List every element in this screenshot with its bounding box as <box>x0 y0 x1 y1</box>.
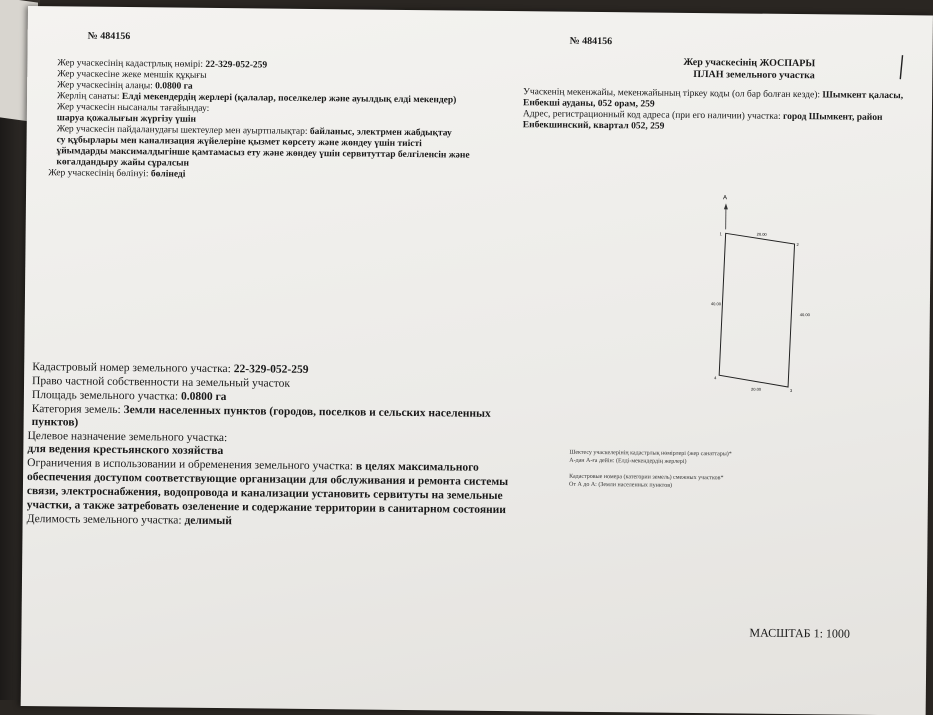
neighbors-ru-title: Кадастровые номера (категории земель) смежных участков* <box>569 474 723 483</box>
kz-restrictions-value3: ұйымдарды максималдыгінше қамтамасыз ету және жөндеу үшін сервитуттар белгіленсін және <box>56 146 469 161</box>
ru-right-line: Право частной собственности на земельный участок <box>32 375 290 391</box>
neighbors-kz-title: Шектесу учаскелерінің кадастрлық нөмірлері (жер санаттары)* <box>569 450 732 459</box>
kz-purpose-label: Жер учаскесін нысаналы тағайындау: <box>57 102 209 115</box>
north-label: А <box>723 195 727 201</box>
plot-boundary <box>719 233 795 387</box>
ru-divisibility-line <box>27 513 232 529</box>
ru-purpose-label: Целевое назначение земельного участка: <box>27 430 227 446</box>
ru-divisibility-value: делимый <box>184 515 232 527</box>
point-2-label: 2 <box>797 242 800 247</box>
ru-category-value1: Земли населенных пунктов (городов, поселков и сельских населенных <box>124 404 491 420</box>
kz-divisibility-label: Жер учаскесінің бөлінуі: <box>48 168 148 179</box>
point-1-label: 1 <box>720 231 723 236</box>
north-arrow-icon <box>724 203 728 209</box>
ru-category-label: Категория земель: <box>32 403 121 416</box>
ru-purpose-value: для ведения крестьянского хозяйства <box>27 443 223 459</box>
point-3-label: 3 <box>790 388 793 393</box>
ru-divisibility-label: Делимость земельного участка: <box>27 513 182 527</box>
address-kz-value2: Енбекші ауданы, 052 орам, 259 <box>523 98 655 110</box>
margin-mark <box>900 55 902 79</box>
neighbors-kz-value: А-дан А-ға дейін: (Елді-мекендердің жерлері) <box>569 458 686 466</box>
kz-restrictions-value1: байланыс, электрмен жабдықтау <box>310 127 452 138</box>
kz-restrictions-label: Жер учаскесін пайдаланудағы шектеулер мен ауыртпалықтар: <box>57 124 308 137</box>
address-ru-label: Адрес, регистрационный код адреса (при его наличии) участка: <box>523 109 781 122</box>
doc-number-right: № 484156 <box>570 36 613 47</box>
ru-category-value2: пунктов) <box>32 416 79 430</box>
kz-area-label: Жер учаскесінің алаңы: <box>57 80 153 91</box>
ru-restrictions-label: Ограничения в использовании и обременения земельного участка: <box>27 457 353 472</box>
neighbors-ru-value: От А до А: (Земли населенных пунктов) <box>569 482 672 490</box>
scale-label: МАСШТАБ 1: 1000 <box>749 626 850 641</box>
address-kz-value1: Шымкент қаласы, <box>822 90 903 101</box>
kz-category-label: Жерлің санаты: <box>57 91 120 102</box>
kz-restrictions-value4: көгалдандыру жайы сұралсын <box>56 157 189 169</box>
bottom-length-label: 20.00 <box>751 387 762 392</box>
ru-area-line <box>32 389 227 405</box>
address-ru-value1: город Шымкент, район <box>783 112 883 123</box>
kz-restrictions-value2: су құбырлары мен канализация жүйелеріне қызмет көрсету және жөндеу үшін тиісті <box>57 135 422 150</box>
plan-title-kz: Жер учаскесінің ЖОСПАРЫ <box>683 57 815 69</box>
kz-cadastral-value: 22-329-052-259 <box>205 60 267 71</box>
kz-divisibility-value: бөлінеді <box>151 169 186 179</box>
ru-restrictions-value1: в целях максимального <box>356 460 479 473</box>
point-4-label: 4 <box>714 375 717 380</box>
ru-area-label: Площадь земельного участка: <box>32 389 178 403</box>
kz-category-value: Елді мекендердің жерлері (қалалар, поселкелер және ауылдық елді мекендер) <box>122 92 457 106</box>
address-ru-value2: Енбекшинский, квартал 052, 259 <box>523 120 665 132</box>
ru-restrictions-value4: участки, а также затребовать озеленение и содержание территории в санитарном состоянии <box>27 499 506 518</box>
ru-area-value: 0.0800 га <box>181 391 227 403</box>
land-plot-document <box>21 6 933 715</box>
doc-number-left: № 484156 <box>88 31 131 42</box>
ru-cadastral-value: 22-329-052-259 <box>234 363 309 376</box>
left-length-label: 40.00 <box>711 301 722 306</box>
ru-restrictions-value2: обеспечения доступом соответствующие организации для обслуживания и ремонта системы <box>27 471 508 490</box>
ru-restrictions-value3: связи, электроснабжения, водопровода и канализации установить сервитуты на земельные <box>27 485 503 503</box>
plan-title-ru: ПЛАН земельного участка <box>693 69 815 81</box>
top-length-label: 20.00 <box>757 232 768 237</box>
kz-cadastral-label: Жер учаскесінің кадастрлық нөмірі: <box>57 58 203 70</box>
address-kz-label: Учаскенің мекенжайы, мекенжайының тіркеу коды (ол бар болған кезде): <box>523 87 820 100</box>
plot-drawing <box>21 6 933 715</box>
ru-cadastral-label: Кадастровый номер земельного участка: <box>32 361 231 375</box>
kz-right-line: Жер учаскесіне жеке меншік құқығы <box>57 69 206 82</box>
kz-area-value: 0.0800 га <box>155 81 193 91</box>
right-length-label: 40.00 <box>800 312 811 317</box>
kz-purpose-value: шаруа қожалығын жүргізу үшін <box>57 113 196 125</box>
